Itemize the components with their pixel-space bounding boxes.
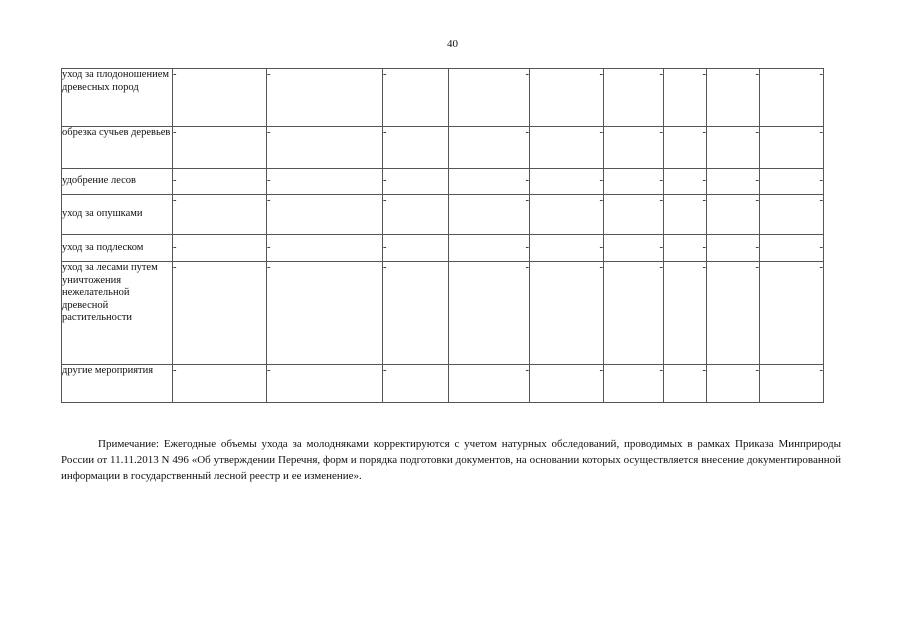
- table-cell: -: [530, 262, 604, 365]
- row-label: уход за плодоношением древесных пород: [62, 69, 173, 127]
- table-cell: -: [383, 235, 449, 262]
- table-cell: -: [530, 195, 604, 235]
- table-cell: -: [664, 169, 707, 195]
- table-cell: -: [530, 235, 604, 262]
- table-row: [62, 127, 824, 169]
- table-cell: -: [267, 69, 383, 127]
- table-cell: -: [760, 365, 824, 403]
- table-cell: -: [664, 235, 707, 262]
- table-cell: -: [530, 169, 604, 195]
- table-cell: -: [760, 262, 824, 365]
- table-cell: -: [604, 365, 664, 403]
- table-cell: -: [760, 195, 824, 235]
- row-label: уход за подлеском: [62, 235, 173, 262]
- table-cell: -: [173, 365, 267, 403]
- table-cell: -: [664, 262, 707, 365]
- table-cell: -: [707, 69, 760, 127]
- table-cell: -: [267, 262, 383, 365]
- table-cell: -: [707, 262, 760, 365]
- table-cell: -: [760, 69, 824, 127]
- row-label: другие мероприятия: [62, 365, 173, 403]
- table-cell: -: [760, 235, 824, 262]
- table-cell: -: [530, 69, 604, 127]
- table-cell: -: [449, 69, 530, 127]
- table-cell: -: [267, 169, 383, 195]
- table-cell: -: [383, 127, 449, 169]
- page-number: 40: [447, 38, 458, 50]
- table-cell: -: [383, 262, 449, 365]
- table-cell: -: [173, 195, 267, 235]
- table-cell: -: [173, 127, 267, 169]
- table-cell: -: [664, 195, 707, 235]
- table-cell: -: [604, 262, 664, 365]
- table-cell: -: [664, 69, 707, 127]
- table-cell: -: [707, 365, 760, 403]
- table-cell: -: [664, 365, 707, 403]
- table-row: [62, 365, 824, 403]
- table-cell: -: [173, 235, 267, 262]
- table-cell: -: [383, 365, 449, 403]
- table-cell: -: [383, 69, 449, 127]
- row-label: удобрение лесов: [62, 169, 173, 195]
- table-row: [62, 169, 824, 195]
- table-cell: -: [707, 235, 760, 262]
- table-cell: -: [267, 195, 383, 235]
- forest-care-table: [61, 68, 824, 403]
- table-cell: -: [530, 365, 604, 403]
- table-cell: -: [707, 169, 760, 195]
- table-cell: -: [449, 169, 530, 195]
- table-cell: -: [173, 69, 267, 127]
- row-label: уход за лесами путем уничтожения нежелательной древесной растительности: [62, 262, 173, 365]
- footnote-text: Примечание: Ежегодные объемы ухода за молодняками корректируются с учетом натурных обследований, проводимых в рамках Приказа Минприроды России от 11.11.2013 N 496 «Об утверждении Перечня, форм и порядка подготовки документов, на основании которых осуществляется внесение документированной информации в государственный лесной реестр и ее изменение».: [61, 438, 841, 482]
- table-cell: -: [604, 69, 664, 127]
- table-cell: -: [449, 195, 530, 235]
- table-cell: -: [267, 365, 383, 403]
- table-cell: -: [173, 169, 267, 195]
- table-cell: -: [383, 195, 449, 235]
- table-cell: -: [604, 169, 664, 195]
- table-cell: -: [449, 365, 530, 403]
- table-cell: -: [604, 127, 664, 169]
- table-cell: -: [173, 262, 267, 365]
- table-cell: -: [664, 127, 707, 169]
- table-cell: -: [760, 169, 824, 195]
- table-cell: -: [604, 235, 664, 262]
- table-cell: -: [383, 169, 449, 195]
- table-cell: -: [760, 127, 824, 169]
- row-label: уход за опушками: [62, 195, 173, 235]
- table-cell: -: [449, 262, 530, 365]
- table-row: [62, 235, 824, 262]
- table-cell: -: [267, 127, 383, 169]
- table-cell: -: [707, 195, 760, 235]
- row-label: обрезка сучьев деревьев: [62, 127, 173, 169]
- table-cell: -: [530, 127, 604, 169]
- table-row: [62, 262, 824, 365]
- table-cell: -: [449, 235, 530, 262]
- table-cell: -: [604, 195, 664, 235]
- table-cell: -: [707, 127, 760, 169]
- table-row: [62, 195, 824, 235]
- table-row: [62, 69, 824, 127]
- table-cell: -: [267, 235, 383, 262]
- table-cell: -: [449, 127, 530, 169]
